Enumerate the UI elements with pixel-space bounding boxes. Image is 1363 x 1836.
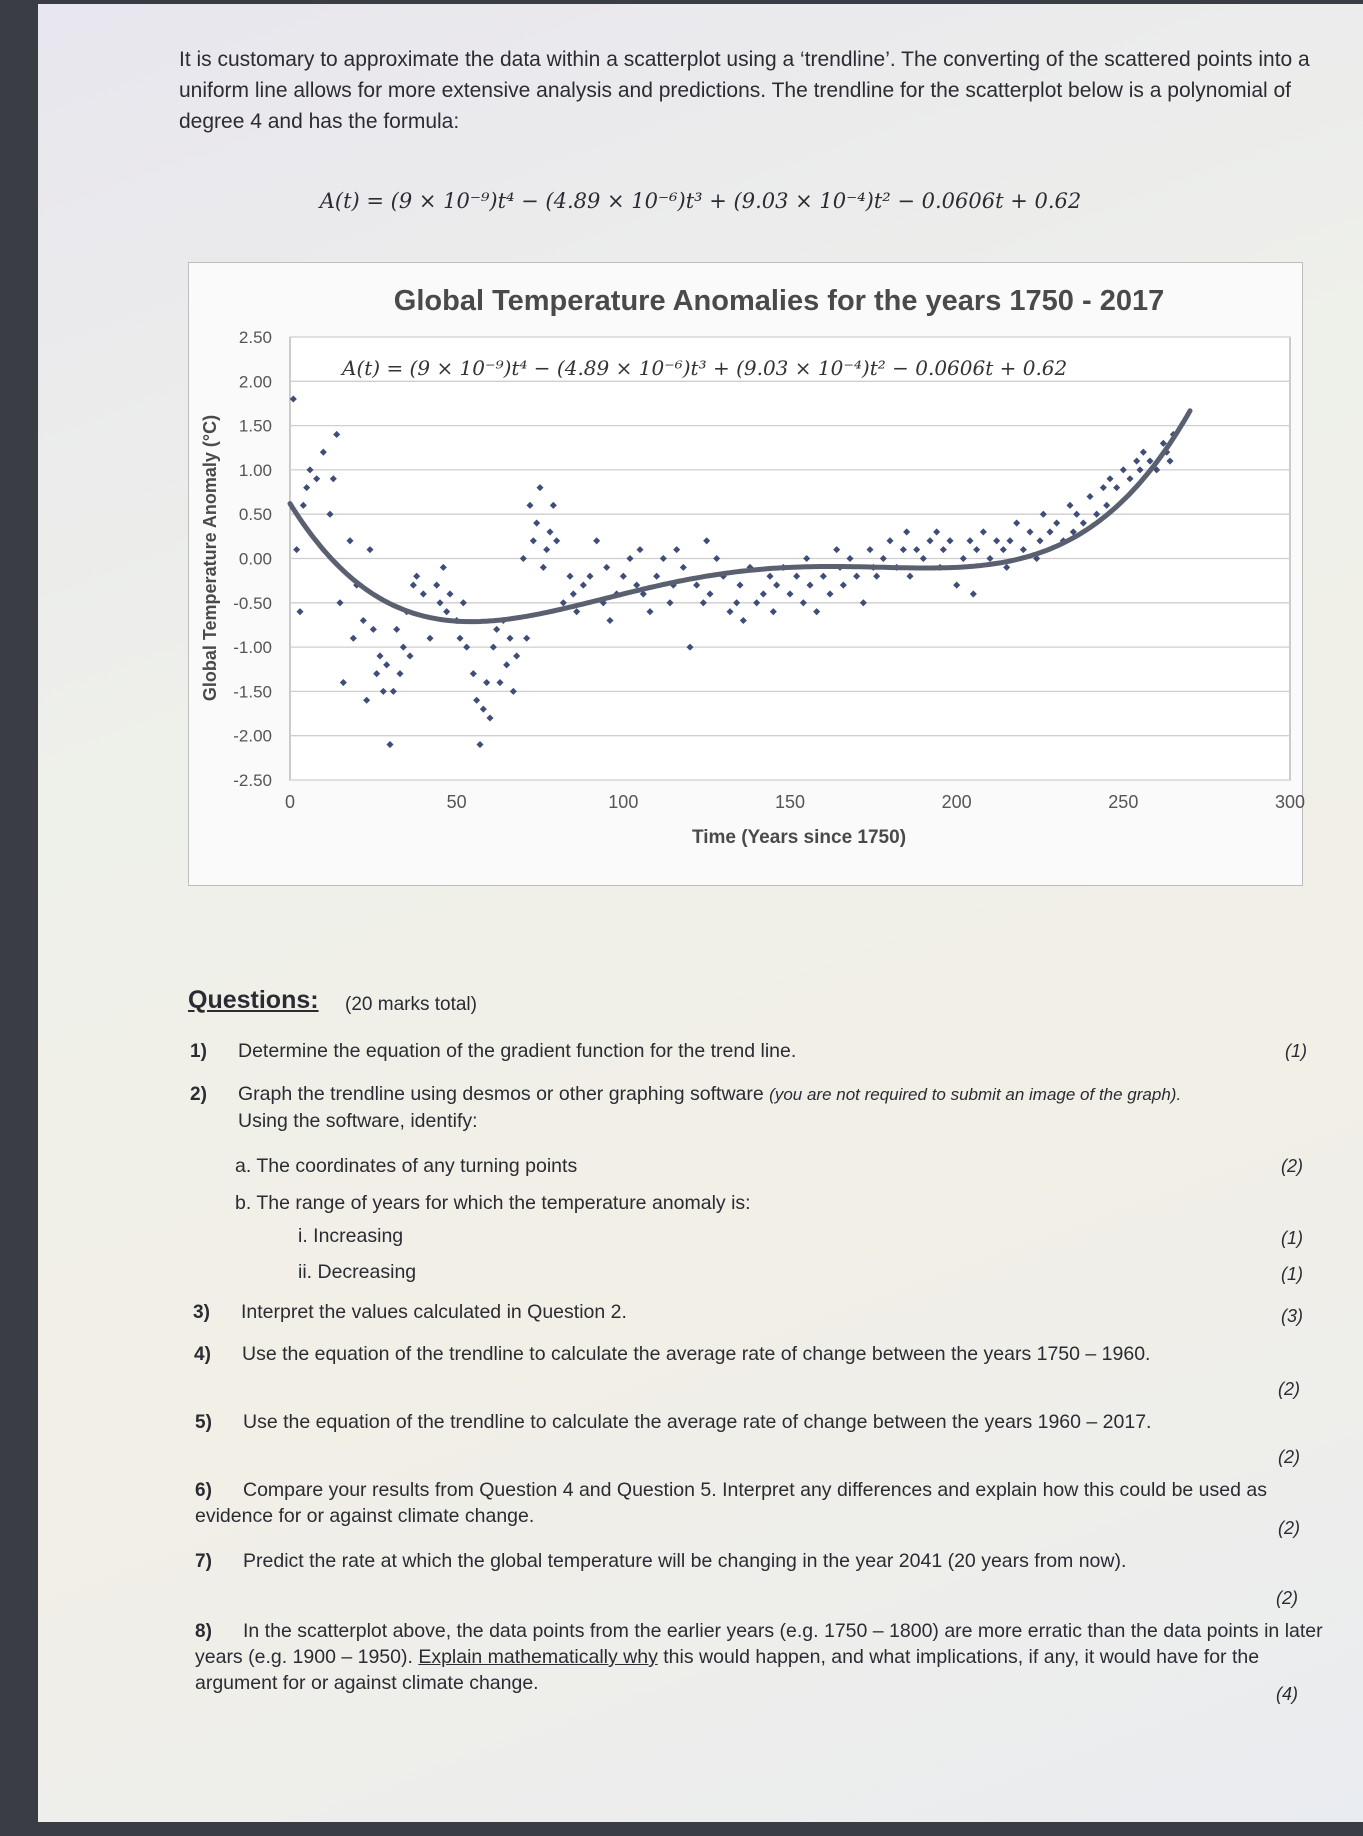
q6-text: Compare your results from Question 4 and Question 5. Interpret any differences and explain how this could be used as evidence for or against climate change. bbox=[195, 1479, 1267, 1527]
y-tick-label: 2.50 bbox=[238, 328, 272, 347]
q3-text: Interpret the values calculated in Question 2. bbox=[241, 1301, 627, 1323]
q7-text: Predict the rate at which the global temperature will be changing in the year 2041 (20 years from now). bbox=[243, 1550, 1127, 1572]
x-tick-label: 300 bbox=[1274, 792, 1306, 812]
x-tick-label: 150 bbox=[774, 792, 806, 812]
worksheet-page bbox=[38, 4, 1363, 1822]
y-axis-ticks bbox=[233, 328, 272, 790]
y-tick-label: -2.00 bbox=[233, 726, 272, 746]
y-tick-label: 2.00 bbox=[238, 372, 272, 392]
x-tick-label: 50 bbox=[446, 792, 467, 812]
chart-frame bbox=[188, 262, 1306, 886]
q6-number: 6) bbox=[195, 1480, 212, 1501]
q2-text-note: (you are not required to submit an image of the graph). bbox=[769, 1085, 1182, 1104]
q2a-text: a. The coordinates of any turning points bbox=[235, 1155, 578, 1177]
q5-text: Use the equation of the trendline to calculate the average rate of change between the years 1960 – 2017. bbox=[243, 1411, 1152, 1433]
q2b-text: b. The range of years for which the temperature anomaly is: bbox=[235, 1192, 751, 1214]
q3-number: 3) bbox=[193, 1302, 210, 1323]
trendline-formula: A(t) = (9 × 10⁻⁹)t⁴ − (4.89 × 10⁻⁶)t³ + (9.03 × 10⁻⁴)t² − 0.0606t + 0.62 bbox=[319, 189, 1082, 213]
y-axis-label: Global Temperature Anomaly (°C) bbox=[200, 414, 220, 702]
q2-number: 2) bbox=[190, 1084, 207, 1105]
q2bii-marks: (1) bbox=[1281, 1264, 1303, 1284]
q8-number: 8) bbox=[195, 1621, 212, 1642]
q8-marks: (4) bbox=[1276, 1684, 1298, 1704]
x-tick-label: 100 bbox=[608, 792, 639, 812]
y-tick-label: 0.00 bbox=[238, 549, 272, 569]
q4-text: Use the equation of the trendline to calculate the average rate of change between the years 1750 – 1960. bbox=[242, 1343, 1151, 1365]
x-tick-label: 250 bbox=[1108, 792, 1139, 812]
x-tick-label: 0 bbox=[284, 792, 296, 812]
q1-text: Determine the equation of the gradient function for the trend line. bbox=[238, 1040, 797, 1062]
q6-marks: (2) bbox=[1278, 1518, 1300, 1538]
q7-marks: (2) bbox=[1276, 1588, 1298, 1608]
y-tick-label: 0.50 bbox=[238, 505, 272, 525]
q2bi-text: i. Increasing bbox=[298, 1225, 404, 1247]
y-tick-label: -2.50 bbox=[233, 771, 272, 790]
q7-number: 7) bbox=[195, 1551, 212, 1572]
x-tick-label: 200 bbox=[941, 792, 972, 812]
q5-number: 5) bbox=[195, 1412, 212, 1433]
q4-marks: (2) bbox=[1278, 1379, 1300, 1399]
q2-text-identify: Using the software, identify: bbox=[238, 1110, 478, 1132]
q3-marks: (3) bbox=[1281, 1306, 1303, 1326]
q1-marks: (1) bbox=[1285, 1041, 1307, 1061]
x-axis-label: Time (Years since 1750) bbox=[691, 827, 907, 848]
questions-total-marks: (20 marks total) bbox=[345, 994, 477, 1015]
q2-text-main: Graph the trendline using desmos or other graphing software bbox=[238, 1083, 764, 1105]
questions-title: Questions: bbox=[188, 986, 319, 1014]
q2bii-text: ii. Decreasing bbox=[298, 1261, 417, 1283]
chart-title: Global Temperature Anomalies for the years 1750 - 2017 bbox=[393, 285, 1165, 317]
q2bi-marks: (1) bbox=[1281, 1228, 1303, 1248]
y-tick-label: -0.50 bbox=[233, 593, 272, 613]
y-tick-label: -1.00 bbox=[233, 638, 272, 658]
q2a-marks: (2) bbox=[1281, 1156, 1303, 1176]
y-tick-label: 1.00 bbox=[238, 460, 272, 480]
q2-text bbox=[238, 1081, 1338, 1134]
y-tick-label: -1.50 bbox=[233, 682, 272, 702]
trendline-label: A(t) = (9 × 10⁻⁹)t⁴ − (4.89 × 10⁻⁶)t³ + (9.03 × 10⁻⁴)t² − 0.0606t + 0.62 bbox=[342, 356, 1068, 380]
q1-number: 1) bbox=[190, 1041, 207, 1062]
q8-text-emphasis: Explain mathematically why bbox=[418, 1646, 658, 1668]
intro-paragraph: It is customary to approximate the data within a scatterplot using a ‘trendline’. The converting of the scattered points into a uniform line allows for more extensive analysis and predictions. The trendline for the scatterplot below is a polynomial of degree 4 and has the formula: bbox=[179, 48, 1310, 133]
q4-number: 4) bbox=[194, 1344, 211, 1365]
q8-text bbox=[195, 1618, 1345, 1696]
q5-marks: (2) bbox=[1278, 1447, 1300, 1467]
x-axis-ticks bbox=[285, 792, 1305, 812]
scatter-chart bbox=[189, 263, 1306, 885]
y-tick-label: 1.50 bbox=[238, 416, 272, 436]
q8-text-main: In the scatterplot above, the data points from the earlier years (e.g. 1750 – 1800) are more erratic than the data points in later years (e.g. 1900 – 1950). bbox=[195, 1620, 1323, 1668]
q8-text-end: this would happen, and what implications, if any, it would have for the argument for or against climate change. bbox=[195, 1646, 1260, 1694]
